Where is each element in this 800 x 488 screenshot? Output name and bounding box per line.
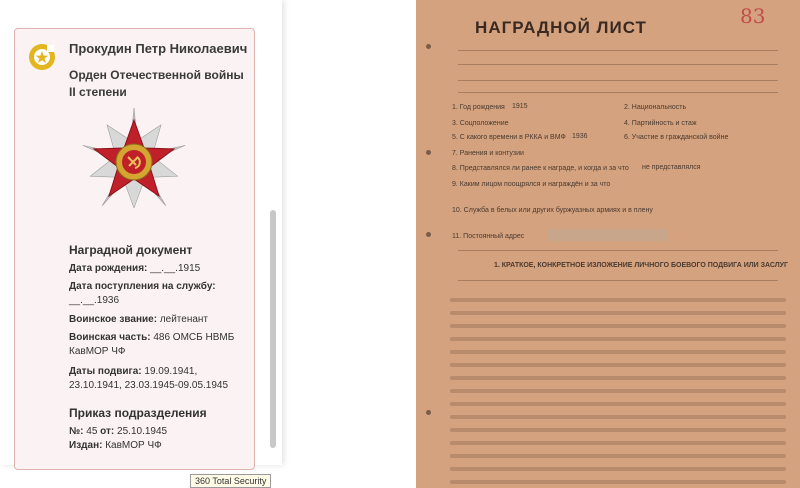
rank-row [69,313,249,327]
typewritten-line [450,298,786,302]
order-date-value: 25.10.1945 [117,426,168,437]
award-name: Орден Отечественной войны II степени [69,68,244,99]
rank-label: Воинское звание: [69,314,158,325]
feat-section-heading: 1. КРАТКОЕ, КОНКРЕТНОЕ ИЗЛОЖЕНИЕ ЛИЧНОГО БОЕВОГО ПОДВИГА ИЛИ ЗАСЛУГ [494,262,788,269]
award-card [14,28,255,470]
order-issued-label: Издан: [69,440,103,451]
form-row-11: 11. Постоянный адрес [452,233,525,240]
feat-dates-value: 19.09.1941, 23.10.1941, 23.03.1945-09.05.1945 [69,366,229,391]
military-unit-row [69,331,249,359]
person-name[interactable]: Прокудин Петр Николаевич [69,41,248,56]
order-number-value: 45 [86,426,98,437]
handwritten-number: 83 [740,4,766,28]
award-sheet-scan [416,0,800,488]
form-row-5-value: 1936 [572,133,588,140]
redacted-address [548,229,668,241]
service-start-value: __.__.1936 [69,295,120,306]
form-row-1-value: 1915 [512,103,528,110]
card-scrollbar[interactable] [270,210,276,448]
award-document-heading: Наградной документ [69,243,193,257]
military-unit-label: Воинская часть: [69,332,151,343]
form-row-2: 2. Национальность [624,104,687,111]
rank-value: лейтенант [159,314,209,325]
form-row-3: 3. Соцположение [452,120,509,127]
typewritten-line [450,480,786,484]
form-line [458,250,778,251]
form-row-10: 10. Служба в белых или других буржуазных армиях и в плену [452,207,653,214]
binder-hole [426,410,431,415]
award-logo-icon [27,42,57,72]
birth-date-row [69,262,249,276]
service-start-row [69,280,249,308]
binder-hole [426,44,431,49]
order-heading: Приказ подразделения [69,406,207,420]
order-date-label: от: [100,426,115,437]
order-issued-value: КавМОР ЧФ [105,440,162,451]
form-row-4: 4. Партийность и стаж [624,120,697,127]
form-row-8-value: не представлялся [642,164,701,171]
form-row-1: 1. Год рождения [452,104,505,111]
typewritten-line [450,337,786,341]
form-line [458,50,778,51]
form-line [458,64,778,65]
typewritten-line [450,454,786,458]
form-line [458,80,778,81]
form-line [458,92,778,93]
feat-dates-row [69,365,249,393]
form-row-5: 5. С какого времени в РККА и ВМФ [452,134,566,141]
typewritten-line [450,428,786,432]
typewritten-line [450,311,786,315]
typewritten-line [450,467,786,471]
tooltip: 360 Total Security [190,474,271,488]
typewritten-line [450,415,786,419]
typewritten-line [450,376,786,380]
order-medal-image [79,107,189,217]
typewritten-line [450,324,786,328]
order-number-row [69,425,249,439]
form-line [458,280,778,281]
form-row-8: 8. Представлялся ли ранее к награде, и когда и за что [452,165,629,172]
typewritten-line [450,363,786,367]
military-unit-value: 486 ОМСБ НВМБ КавМОР ЧФ [69,332,235,357]
typewritten-line [450,402,786,406]
feat-dates-label: Даты подвига: [69,366,142,377]
typewritten-line [450,389,786,393]
service-start-label: Дата поступления на службу: [69,281,216,292]
form-row-9: 9. Каким лицом поощрялся и награждён и за что [452,181,611,188]
typewritten-line [450,441,786,445]
document-title: НАГРАДНОЙ ЛИСТ [475,18,647,37]
order-issued-row [69,439,249,453]
birth-date-label: Дата рождения: [69,263,148,274]
form-row-6: 6. Участие в гражданской войне [624,134,729,141]
binder-hole [426,232,431,237]
typewritten-line [450,350,786,354]
binder-hole [426,150,431,155]
birth-date-value: __.__.1915 [150,263,201,274]
order-number-label: №: [69,426,84,437]
award-card-panel [0,0,282,465]
form-row-7: 7. Ранения и контузии [452,150,524,157]
